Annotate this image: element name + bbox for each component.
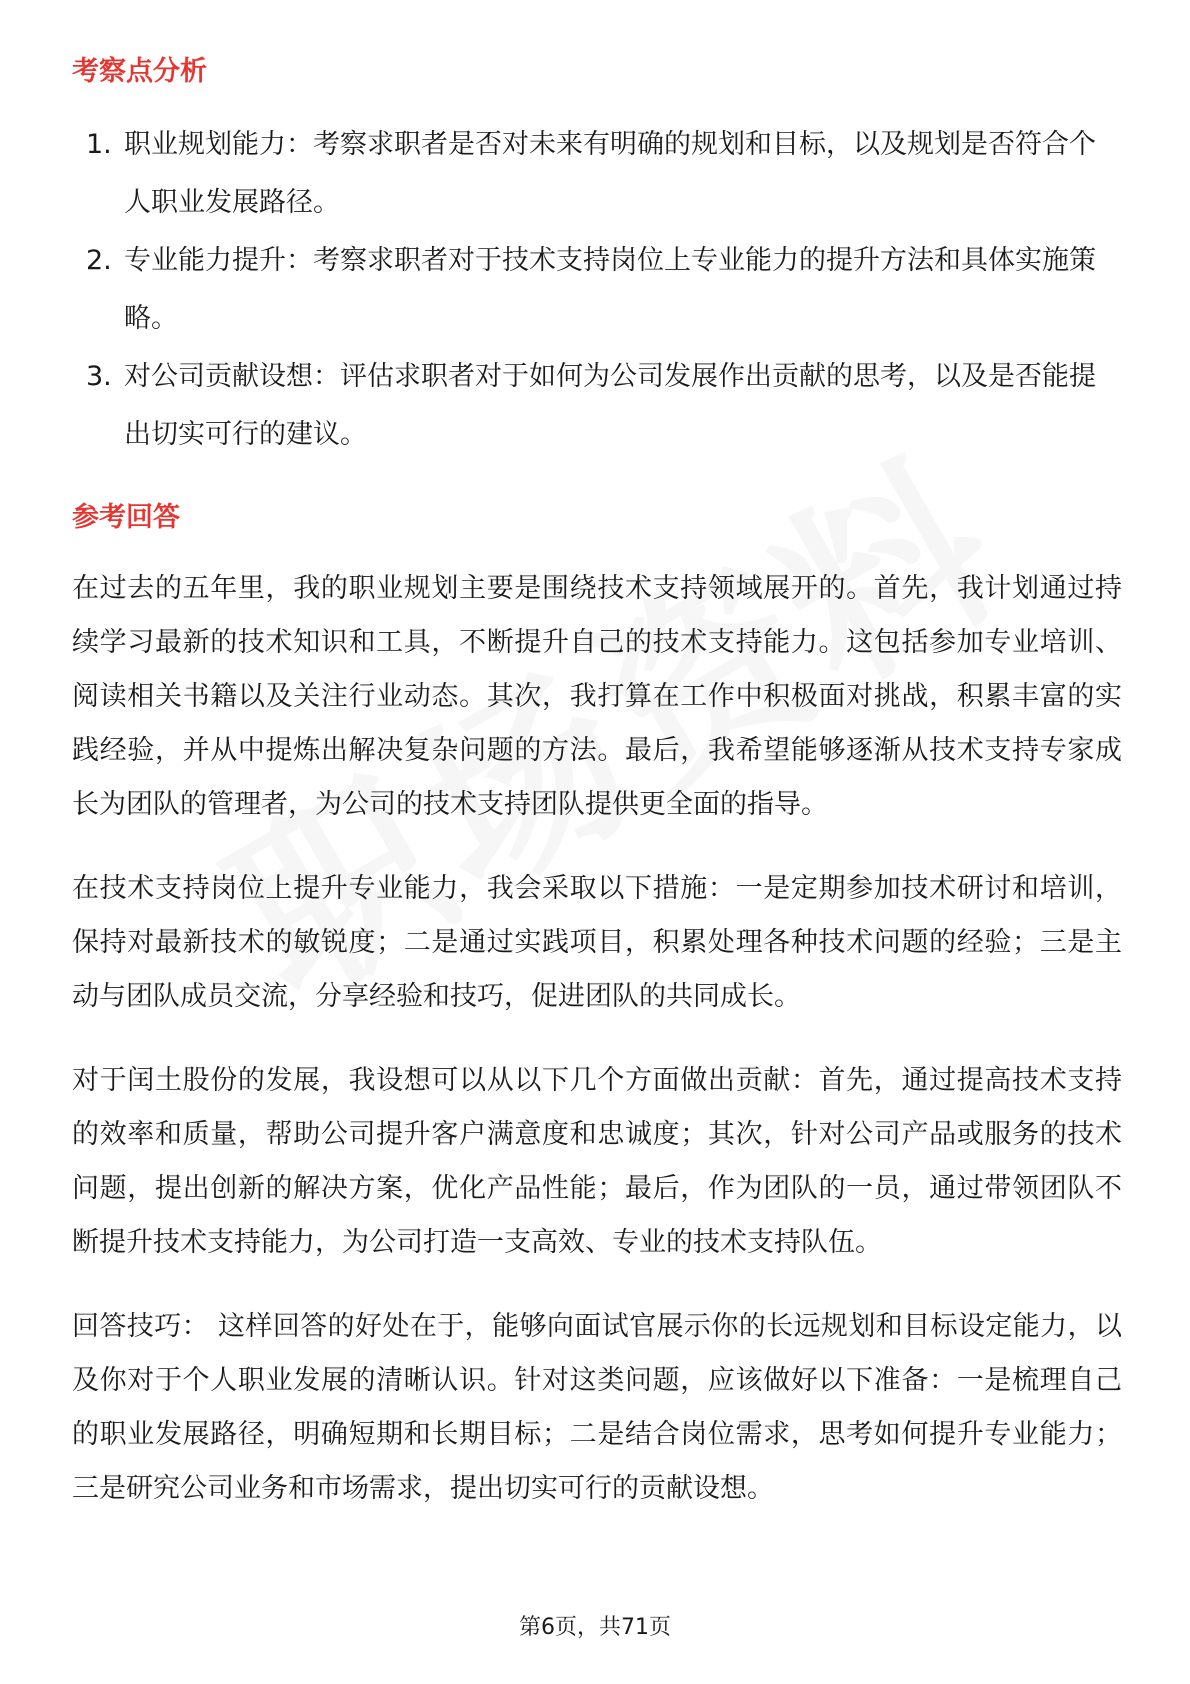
list-item-number: 3.: [86, 361, 112, 392]
list-item: [72, 348, 1122, 464]
list-item: [72, 232, 1122, 348]
answer-paragraph: 在技术支持岗位上提升专业能力，我会采取以下措施：一是定期参加技术研讨和培训，保持对最新技术的敏锐度；二是通过实践项目，积累处理各种技术问题的经验；三是主动与团队成员交流，分享经验和技巧，促进团队的共同成长。: [72, 873, 1122, 1012]
analysis-list: [72, 116, 1122, 464]
answer-tips-paragraph: 回答技巧： 这样回答的好处在于，能够向面试官展示你的长远规划和目标设定能力，以及你对于个人职业发展的清晰认识。针对这类问题，应该做好以下准备：一是梳理自己的职业发展路径，明确短期和长期目标；二是结合岗位需求，思考如何提升专业能力；三是研究公司业务和市场需求，提出切实可行的贡献设想。: [72, 1311, 1122, 1504]
answer-paragraph: 在过去的五年里，我的职业规划主要是围绕技术支持领域展开的。首先，我计划通过持续学习最新的技术知识和工具，不断提升自己的技术支持能力。这包括参加专业培训、阅读相关书籍以及关注行业动态。其次，我打算在工作中积极面对挑战，积累丰富的实践经验，并从中提炼出解决复杂问题的方法。最后，我希望能够逐渐从技术支持专家成长为团队的管理者，为公司的技术支持团队提供更全面的指导。: [72, 573, 1122, 820]
list-item-text: 专业能力提升：考察求职者对于技术支持岗位上专业能力的提升方法和具体实施策略。: [124, 245, 1096, 334]
list-item-number: 1.: [86, 129, 112, 160]
page-content: [72, 46, 1122, 1516]
page-number: 第6页，共71页: [519, 1615, 671, 1640]
list-item-text: 对公司贡献设想：评估求职者对于如何为公司发展作出贡献的思考，以及是否能提出切实可行的建议。: [124, 361, 1096, 450]
answer-section-title: 参考回答: [72, 502, 180, 533]
list-item-number: 2.: [86, 245, 112, 276]
analysis-section-title: 考察点分析: [72, 56, 207, 87]
list-item: [72, 116, 1122, 232]
list-item-text: 职业规划能力：考察求职者是否对未来有明确的规划和目标，以及规划是否符合个人职业发展路径。: [124, 129, 1096, 218]
answer-paragraph: 对于闰土股份的发展，我设想可以从以下几个方面做出贡献：首先，通过提高技术支持的效率和质量，帮助公司提升客户满意度和忠诚度；其次，针对公司产品或服务的技术问题，提出创新的解决方案，优化产品性能；最后，作为团队的一员，通过带领团队不断提升技术支持能力，为公司打造一支高效、专业的技术支持队伍。: [72, 1065, 1122, 1258]
